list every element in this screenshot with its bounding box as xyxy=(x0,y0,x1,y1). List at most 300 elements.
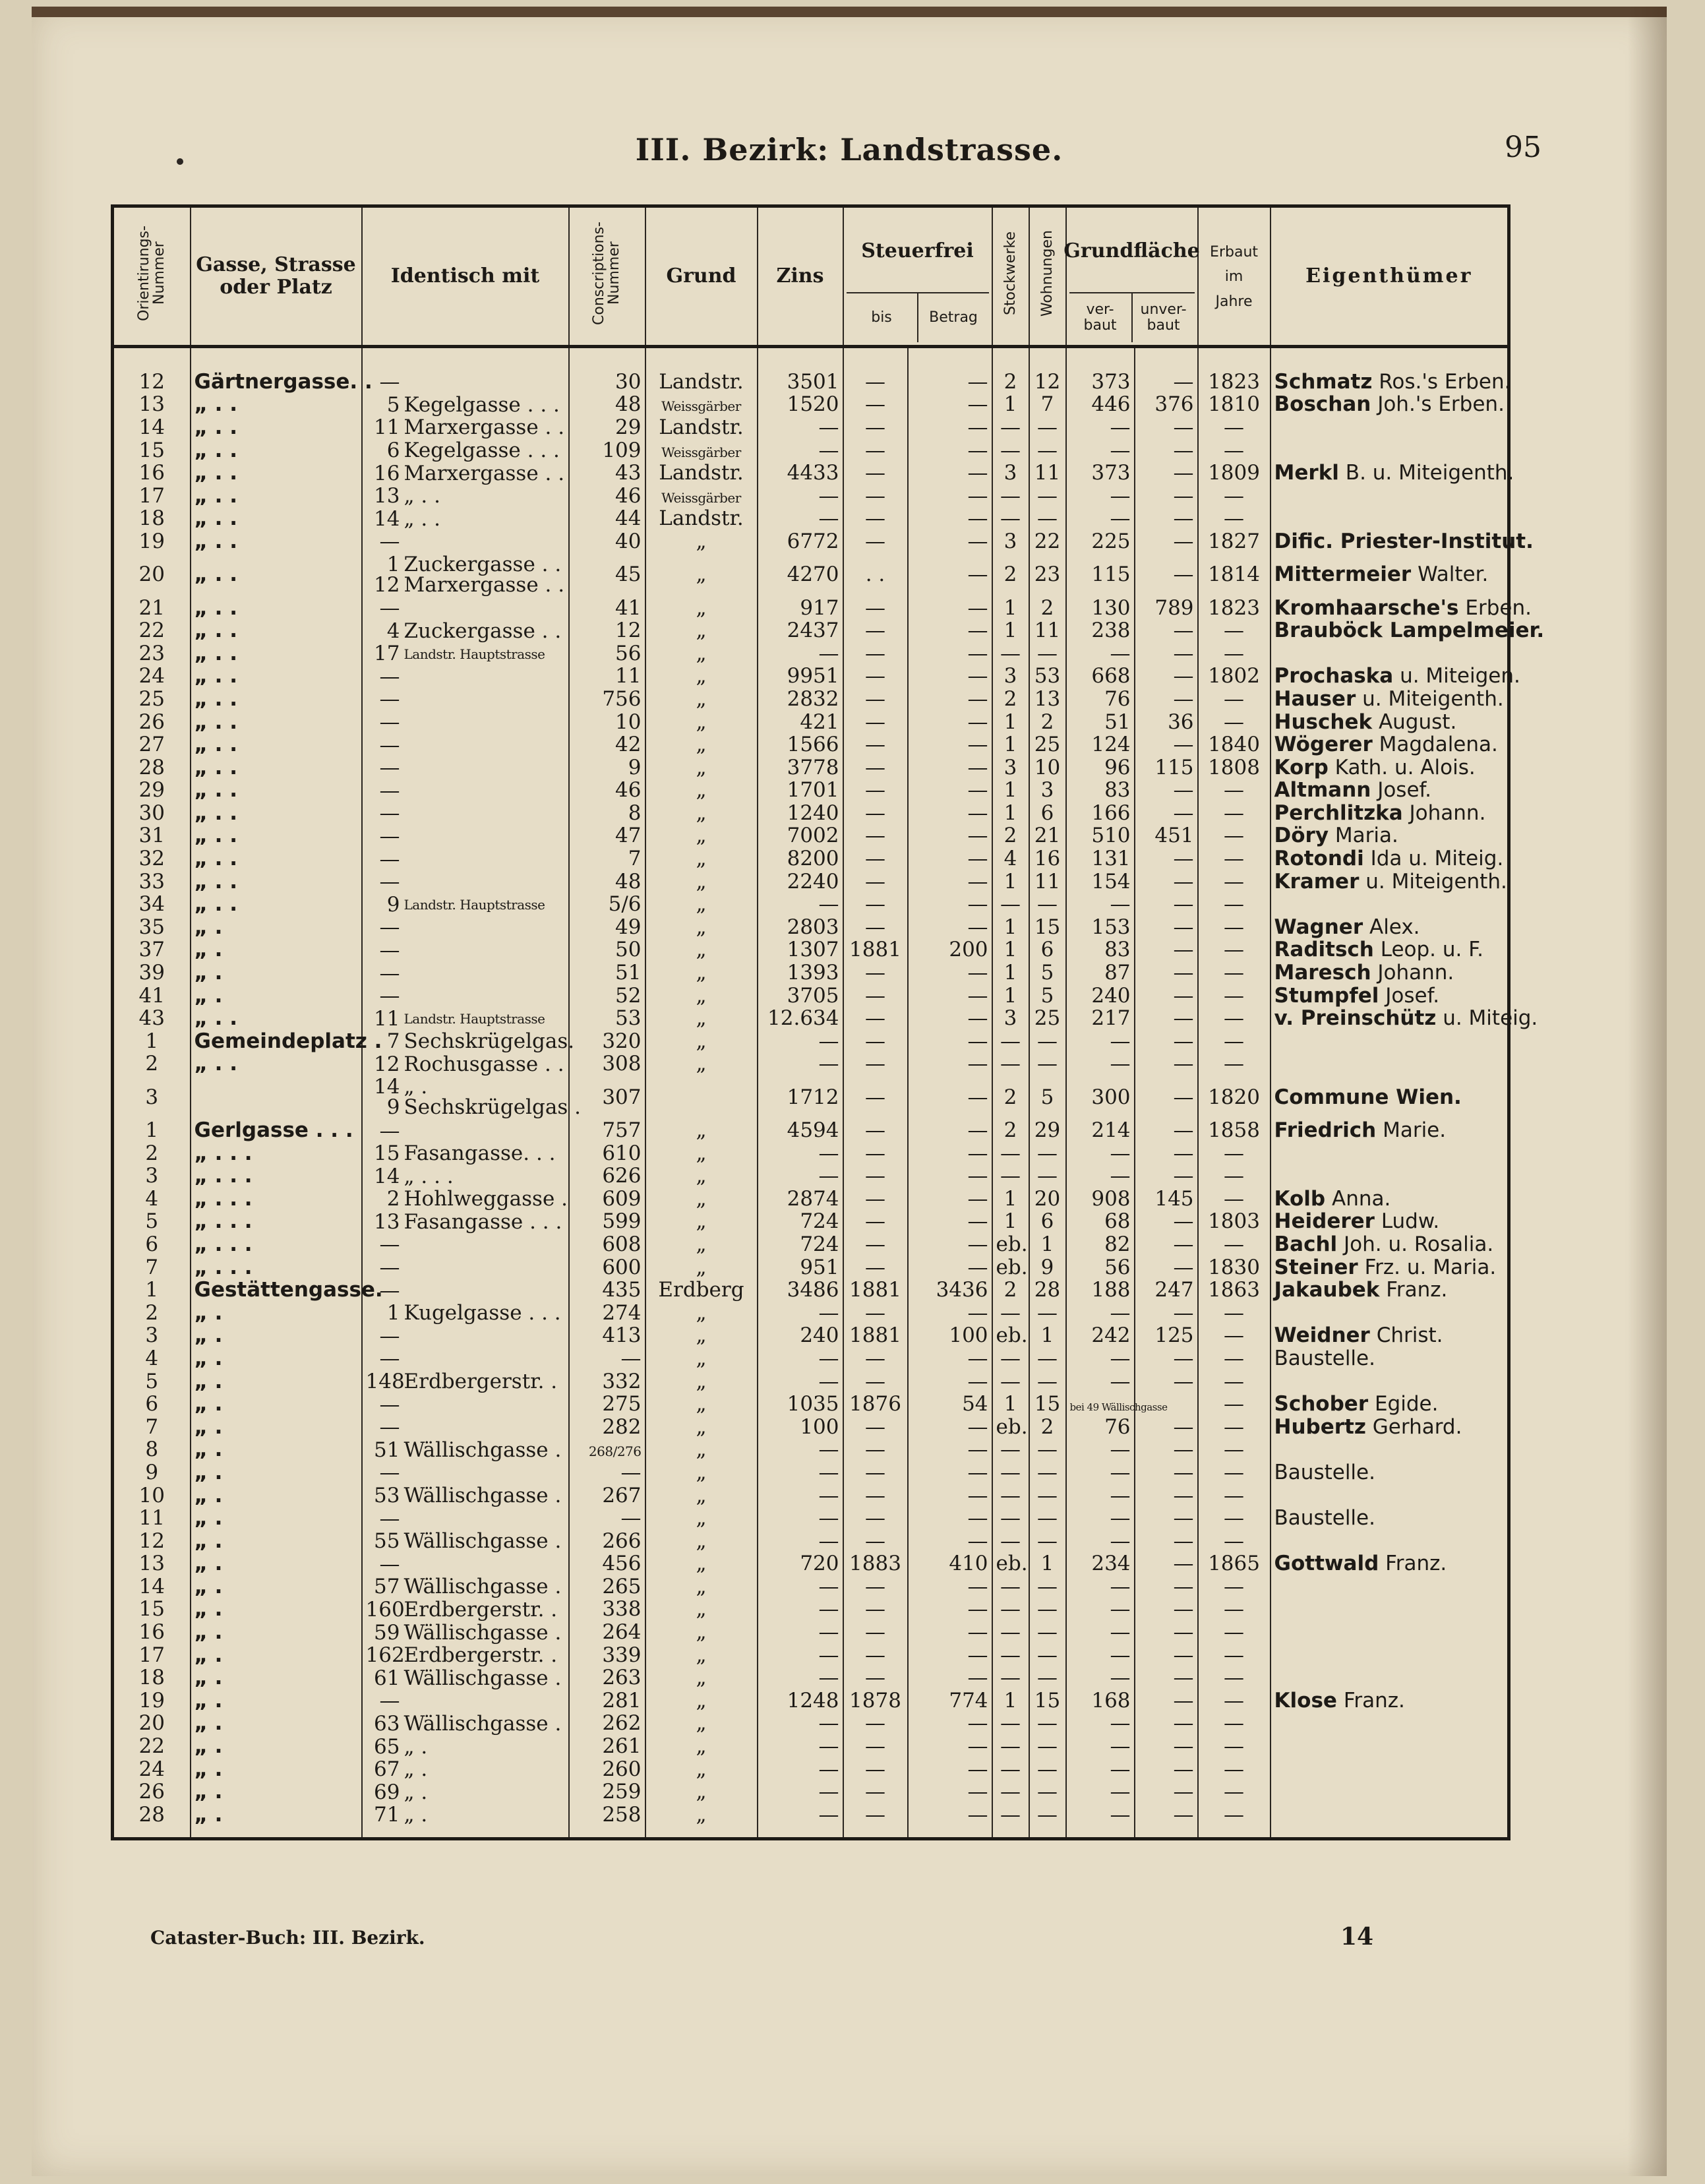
cell-text: — xyxy=(1037,641,1058,665)
cell-text: — xyxy=(865,1597,885,1622)
cell-verbaut xyxy=(1066,1053,1135,1076)
cell-text: — xyxy=(865,1118,885,1143)
cell-zins xyxy=(758,619,843,642)
cell-text: — xyxy=(1224,686,1245,711)
cell-identical xyxy=(362,1007,569,1030)
cell-text: — xyxy=(1173,1620,1194,1645)
cell-text: 30 xyxy=(615,369,642,394)
cell-verbaut xyxy=(1066,1735,1135,1758)
cell-text: — xyxy=(1173,1506,1194,1531)
cell-text: — xyxy=(1173,1118,1194,1143)
cell-street xyxy=(191,779,362,803)
cell-steuerfrei-betrag xyxy=(908,688,992,711)
cell-text: 1 xyxy=(1003,1688,1017,1713)
ident-number: 13 xyxy=(374,1209,400,1234)
cell-text: 300 xyxy=(1091,1085,1131,1109)
cell-steuerfrei-bis xyxy=(843,462,908,485)
cell-wohnungen xyxy=(1029,711,1066,734)
cell-text: — xyxy=(1000,1460,1021,1484)
cell-zins xyxy=(758,1188,843,1211)
cell-text: Weissgärber xyxy=(661,398,741,415)
cell-stockwerke xyxy=(992,1211,1029,1234)
grundflaeche-label: Grundfläche xyxy=(1069,210,1195,293)
cell-text: 20 xyxy=(138,1711,165,1736)
cell-conscription-nr xyxy=(569,870,645,894)
cell-text: — xyxy=(1224,1483,1245,1507)
owner-detail: Baustelle. xyxy=(1274,1506,1375,1531)
cell-text: — xyxy=(1173,438,1194,462)
cell-unverbaut xyxy=(1135,1553,1198,1576)
cell-text: „ . xyxy=(194,1414,223,1439)
cell-text: — xyxy=(865,892,885,917)
cell-text: 49 xyxy=(615,915,642,939)
cell-text: 17 xyxy=(138,483,165,508)
cell-zins xyxy=(758,1553,843,1576)
cell-orientation-nr xyxy=(113,870,191,894)
cell-stockwerke xyxy=(992,1735,1029,1758)
cell-orientation-nr xyxy=(113,756,191,779)
cell-zins xyxy=(758,530,843,553)
cell-orientation-nr xyxy=(113,1644,191,1667)
cell-verbaut xyxy=(1066,1484,1135,1507)
cell-text: — xyxy=(967,1438,988,1462)
cell-steuerfrei-bis xyxy=(843,553,908,597)
owner-surname: Kromhaarsche's xyxy=(1274,595,1459,620)
cell-text: — xyxy=(1224,619,1245,643)
cell-erbaut xyxy=(1198,1370,1271,1393)
cell-text: 260 xyxy=(602,1757,642,1781)
cell-text: 214 xyxy=(1091,1118,1131,1143)
owner-surname: Stumpfel xyxy=(1274,983,1379,1008)
cell-text: — xyxy=(967,686,988,711)
cell-erbaut xyxy=(1198,597,1271,620)
ident-street: Fasangasse. . . xyxy=(404,1141,556,1166)
cell-text: „ . . . xyxy=(194,1232,253,1256)
cell-orientation-nr xyxy=(113,1461,191,1484)
cell-steuerfrei-bis xyxy=(843,1030,908,1053)
cell-wohnungen xyxy=(1029,1644,1066,1667)
cell-text: „ . xyxy=(194,1643,223,1667)
cell-text: „ xyxy=(696,824,707,848)
table-row xyxy=(113,1575,1509,1598)
cell-text: 1240 xyxy=(787,801,839,825)
cell-text: 1520 xyxy=(787,392,839,417)
cell-text: — xyxy=(967,369,988,394)
cell-text: — xyxy=(865,1006,885,1031)
cell-identical xyxy=(362,1393,569,1416)
cell-text: 47 xyxy=(615,824,642,848)
cell-orientation-nr xyxy=(113,665,191,688)
cell-steuerfrei-betrag xyxy=(908,711,992,734)
cell-text: — xyxy=(1173,915,1194,939)
cell-text: 261 xyxy=(602,1734,642,1759)
cell-conscription-nr xyxy=(569,1370,645,1393)
cell-text: „ xyxy=(696,938,707,962)
cell-unverbaut xyxy=(1135,1666,1198,1689)
cell-steuerfrei-betrag xyxy=(908,597,992,620)
cell-orientation-nr xyxy=(113,619,191,642)
cell-text: 14 xyxy=(138,415,165,439)
cell-text: — xyxy=(967,562,988,587)
ident-number: — xyxy=(379,847,400,871)
cell-conscription-nr xyxy=(569,416,645,439)
cell-text: — xyxy=(1224,1346,1245,1370)
cell-text: 1876 xyxy=(849,1392,901,1416)
cell-verbaut xyxy=(1066,1325,1135,1348)
cell-steuerfrei-betrag xyxy=(908,1256,992,1279)
cell-steuerfrei-betrag xyxy=(908,1553,992,1576)
cell-text: 789 xyxy=(1154,595,1194,620)
cell-text: „ . . xyxy=(194,461,238,485)
cell-wohnungen xyxy=(1029,665,1066,688)
cell-erbaut xyxy=(1198,1393,1271,1416)
cell-owner xyxy=(1271,1256,1509,1279)
cell-conscription-nr xyxy=(569,1689,645,1713)
cell-text: 21 xyxy=(1034,824,1061,848)
cell-owner xyxy=(1271,1644,1509,1667)
cell-verbaut xyxy=(1066,985,1135,1008)
cell-stockwerke xyxy=(992,1644,1029,1667)
cell-owner xyxy=(1271,1598,1509,1622)
ident-number: — xyxy=(379,1118,400,1143)
cell-steuerfrei-betrag xyxy=(908,1053,992,1076)
cell-identical xyxy=(362,847,569,870)
cell-unverbaut xyxy=(1135,961,1198,985)
cell-text: — xyxy=(865,847,885,871)
cell-text: 3 xyxy=(145,1085,159,1109)
cell-verbaut xyxy=(1066,553,1135,597)
cell-text: 308 xyxy=(602,1052,642,1076)
table-row xyxy=(113,508,1509,531)
cell-grund xyxy=(645,1188,758,1211)
cell-wohnungen xyxy=(1029,688,1066,711)
cell-stockwerke xyxy=(992,688,1029,711)
owner-detail: Magdalena. xyxy=(1379,733,1498,757)
table-row xyxy=(113,733,1509,756)
cell-street xyxy=(191,1302,362,1325)
cell-text: — xyxy=(1000,1666,1021,1690)
cell-text: 6 xyxy=(1040,801,1054,825)
cell-text: 1566 xyxy=(787,733,839,757)
cell-text: — xyxy=(1110,1802,1131,1827)
cell-text: 39 xyxy=(138,961,165,985)
cell-street xyxy=(191,1165,362,1188)
ident-number: — xyxy=(379,1461,400,1485)
cell-wohnungen xyxy=(1029,1370,1066,1393)
cell-stockwerke xyxy=(992,619,1029,642)
col-verbaut: ver- baut xyxy=(1083,301,1117,334)
cell-street xyxy=(191,1416,362,1439)
cell-verbaut xyxy=(1066,1142,1135,1165)
owner-surname: Boschan xyxy=(1274,392,1371,417)
cell-unverbaut xyxy=(1135,462,1198,485)
cell-owner xyxy=(1271,1211,1509,1234)
cell-zins xyxy=(758,1461,843,1484)
cell-zins xyxy=(758,416,843,439)
cell-erbaut xyxy=(1198,1644,1271,1667)
cell-steuerfrei-betrag xyxy=(908,1119,992,1142)
ident-number: 4 xyxy=(386,619,400,643)
cell-text: — xyxy=(1000,1438,1021,1462)
owner-detail: u. Miteigenth. xyxy=(1362,686,1504,711)
cell-text: „ . xyxy=(194,1734,223,1759)
cell-conscription-nr xyxy=(569,597,645,620)
cell-street xyxy=(191,508,362,531)
cell-unverbaut xyxy=(1135,825,1198,848)
cell-text: — xyxy=(967,506,988,531)
cell-text: — xyxy=(1224,1506,1245,1531)
cell-text: — xyxy=(1224,1141,1245,1165)
cell-text: — xyxy=(1224,1029,1245,1053)
cell-unverbaut xyxy=(1135,1713,1198,1736)
cell-steuerfrei-betrag xyxy=(908,462,992,485)
cell-steuerfrei-bis xyxy=(843,665,908,688)
cell-owner xyxy=(1271,916,1509,939)
cell-identical xyxy=(362,1075,581,1120)
cell-text: 421 xyxy=(800,710,839,734)
cell-street xyxy=(191,416,362,439)
cell-text: 11 xyxy=(1034,869,1061,894)
cell-wohnungen xyxy=(1029,1416,1066,1439)
col-street: Gasse, Strasse oder Platz xyxy=(191,206,362,347)
cell-stockwerke xyxy=(992,1188,1029,1211)
cell-text: 87 xyxy=(1104,961,1131,985)
cell-text: — xyxy=(967,1483,988,1507)
cell-text: — xyxy=(1173,961,1194,985)
cell-text: „ . . . xyxy=(194,1141,253,1165)
cell-stockwerke xyxy=(992,1076,1029,1119)
cell-text: — xyxy=(1173,506,1194,531)
cell-text: — xyxy=(865,506,885,531)
cell-text: 29 xyxy=(138,778,165,803)
cell-text: 19 xyxy=(138,529,165,553)
cell-grund xyxy=(645,1575,758,1598)
cell-text: 4594 xyxy=(787,1118,839,1143)
cell-erbaut xyxy=(1198,1735,1271,1758)
cell-text: 16 xyxy=(138,461,165,485)
cell-text: 200 xyxy=(949,938,988,962)
cell-street xyxy=(191,553,362,597)
cell-conscription-nr xyxy=(569,893,645,916)
cell-text: 908 xyxy=(1091,1186,1131,1211)
cell-text: — xyxy=(1110,1052,1131,1076)
ident-street: Erdbergerstr. . xyxy=(404,1597,558,1622)
cell-erbaut xyxy=(1198,1713,1271,1736)
cell-stockwerke xyxy=(992,756,1029,779)
cell-text: 3 xyxy=(1003,664,1017,688)
cell-text: — xyxy=(1224,847,1245,871)
cell-owner xyxy=(1271,939,1509,962)
cell-conscription-nr xyxy=(569,1461,645,1484)
cell-conscription-nr xyxy=(569,462,645,485)
cell-steuerfrei-bis xyxy=(843,961,908,985)
cell-identical xyxy=(362,1416,569,1439)
cell-grund xyxy=(645,1211,758,1234)
cell-steuerfrei-bis xyxy=(843,1256,908,1279)
cell-wohnungen xyxy=(1029,1575,1066,1598)
cell-grund xyxy=(645,642,758,665)
cell-text: „ xyxy=(696,1006,707,1031)
ident-number: 55 xyxy=(374,1529,400,1554)
cell-text: — xyxy=(1037,1734,1058,1759)
cell-wohnungen xyxy=(1029,371,1066,394)
cell-text: — xyxy=(865,869,885,894)
cell-text: — xyxy=(967,733,988,757)
cell-erbaut xyxy=(1198,1302,1271,1325)
cell-grund xyxy=(645,1142,758,1165)
owner-surname: Dific. Priester-Institut. xyxy=(1274,529,1534,553)
cell-stockwerke xyxy=(992,1165,1029,1188)
cell-text: eb. xyxy=(996,1255,1028,1279)
cell-unverbaut xyxy=(1135,553,1198,597)
cell-text: 53 xyxy=(1034,664,1061,688)
cell-conscription-nr xyxy=(569,1713,645,1736)
cell-orientation-nr xyxy=(113,1325,191,1348)
cell-text: „ . xyxy=(194,1802,223,1827)
cell-text: „ xyxy=(696,1780,707,1804)
cell-conscription-nr xyxy=(569,1325,645,1348)
cell-text: „ xyxy=(696,892,707,917)
cell-text: — xyxy=(818,1734,839,1759)
cell-steuerfrei-bis xyxy=(843,1553,908,1576)
cell-text: 100 xyxy=(949,1323,988,1348)
cell-text: 1803 xyxy=(1208,1209,1260,1234)
cell-street xyxy=(191,1142,362,1165)
cell-text: 332 xyxy=(602,1369,642,1393)
cell-orientation-nr xyxy=(113,893,191,916)
cell-unverbaut xyxy=(1135,619,1198,642)
cell-text: 68 xyxy=(1104,1209,1131,1234)
cell-street xyxy=(191,1347,362,1370)
cell-text: — xyxy=(865,801,885,825)
ident-number: — xyxy=(379,1278,400,1302)
cell-owner xyxy=(1271,1416,1509,1439)
col-steuerfrei-betrag: Betrag xyxy=(917,293,989,342)
cell-zins xyxy=(758,1575,843,1598)
cell-text: 1820 xyxy=(1208,1085,1260,1109)
cell-text: „ xyxy=(696,1414,707,1439)
cell-steuerfrei-bis xyxy=(843,1439,908,1462)
cell-text: — xyxy=(1224,1734,1245,1759)
owner-surname: Schmatz xyxy=(1274,369,1373,394)
cell-identical xyxy=(362,394,569,417)
cell-grund xyxy=(645,597,758,620)
cell-erbaut xyxy=(1198,1165,1271,1188)
cell-street xyxy=(191,1233,362,1256)
cell-zins xyxy=(758,462,843,485)
cell-wohnungen xyxy=(1029,985,1066,1008)
cell-steuerfrei-betrag xyxy=(908,1575,992,1598)
owner-detail: Franz. xyxy=(1385,1552,1447,1576)
cell-erbaut xyxy=(1198,1530,1271,1553)
cell-text: 115 xyxy=(1154,755,1194,779)
cell-text: — xyxy=(1224,801,1245,825)
cell-text: — xyxy=(1173,778,1194,803)
table-row xyxy=(113,1347,1509,1370)
cell-text: — xyxy=(1224,1597,1245,1622)
cell-street xyxy=(191,1758,362,1781)
cell-text: 37 xyxy=(138,938,165,962)
cell-wohnungen xyxy=(1029,1439,1066,1462)
cell-identical xyxy=(362,1370,569,1393)
cell-zins xyxy=(758,1780,843,1804)
cell-text: 10 xyxy=(615,710,642,734)
cell-conscription-nr xyxy=(569,1530,645,1553)
cell-street xyxy=(191,916,362,939)
owner-surname: Wagner xyxy=(1274,915,1363,939)
cell-text: — xyxy=(818,1597,839,1622)
cell-wohnungen xyxy=(1029,802,1066,825)
cell-text: Erdberg xyxy=(658,1278,744,1302)
cell-text: 5 xyxy=(145,1369,159,1393)
cell-steuerfrei-bis xyxy=(843,416,908,439)
cell-identical xyxy=(362,1119,569,1142)
cell-stockwerke xyxy=(992,553,1029,597)
cell-text: — xyxy=(1173,847,1194,871)
cell-owner xyxy=(1271,1575,1509,1598)
cell-street xyxy=(191,369,373,394)
cell-steuerfrei-betrag xyxy=(908,1233,992,1256)
cell-text: — xyxy=(1173,1780,1194,1804)
cell-stockwerke xyxy=(992,642,1029,665)
ident-number: — xyxy=(379,596,400,621)
cell-grund xyxy=(645,688,758,711)
cell-text: — xyxy=(967,1346,988,1370)
cell-zins xyxy=(758,756,843,779)
cell-grund xyxy=(645,802,758,825)
cell-grund xyxy=(645,1416,758,1439)
cell-text: — xyxy=(1173,483,1194,508)
cell-verbaut xyxy=(1066,711,1135,734)
cell-text: — xyxy=(818,1802,839,1827)
cell-text: „ xyxy=(696,915,707,939)
cell-wohnungen xyxy=(1029,1393,1066,1416)
cell-text: — xyxy=(865,415,885,439)
cell-text: — xyxy=(865,438,885,462)
ident-number: 65 xyxy=(374,1734,400,1759)
cell-verbaut xyxy=(1066,756,1135,779)
cell-conscription-nr xyxy=(569,825,645,848)
cell-text: 413 xyxy=(602,1323,642,1348)
cell-steuerfrei-betrag xyxy=(908,1325,992,1348)
cell-text: — xyxy=(865,1734,885,1759)
cell-text: — xyxy=(1000,506,1021,531)
cell-street xyxy=(191,1325,362,1348)
cell-verbaut xyxy=(1066,825,1135,848)
cell-erbaut xyxy=(1198,1575,1271,1598)
cell-text: 2 xyxy=(1040,710,1054,734)
cell-unverbaut xyxy=(1135,1188,1198,1211)
cell-text: — xyxy=(1037,438,1058,462)
cell-text: — xyxy=(1037,1141,1058,1165)
cell-text: „ . xyxy=(194,1300,223,1325)
cell-steuerfrei-betrag xyxy=(908,1416,992,1439)
cell-grund xyxy=(645,394,758,417)
table-row xyxy=(113,756,1509,779)
cell-wohnungen xyxy=(1029,1233,1066,1256)
cell-text: „ xyxy=(696,1118,707,1143)
cell-text: — xyxy=(1110,483,1131,508)
cell-text: — xyxy=(967,1711,988,1736)
cell-verbaut xyxy=(1066,1439,1135,1462)
cell-text: — xyxy=(1000,1141,1021,1165)
cell-owner xyxy=(1271,961,1509,985)
cell-text: — xyxy=(865,1232,885,1256)
cell-street xyxy=(191,1553,362,1576)
cell-identical xyxy=(362,1666,569,1689)
cell-stockwerke xyxy=(992,893,1029,916)
cell-text: 83 xyxy=(1104,778,1131,803)
